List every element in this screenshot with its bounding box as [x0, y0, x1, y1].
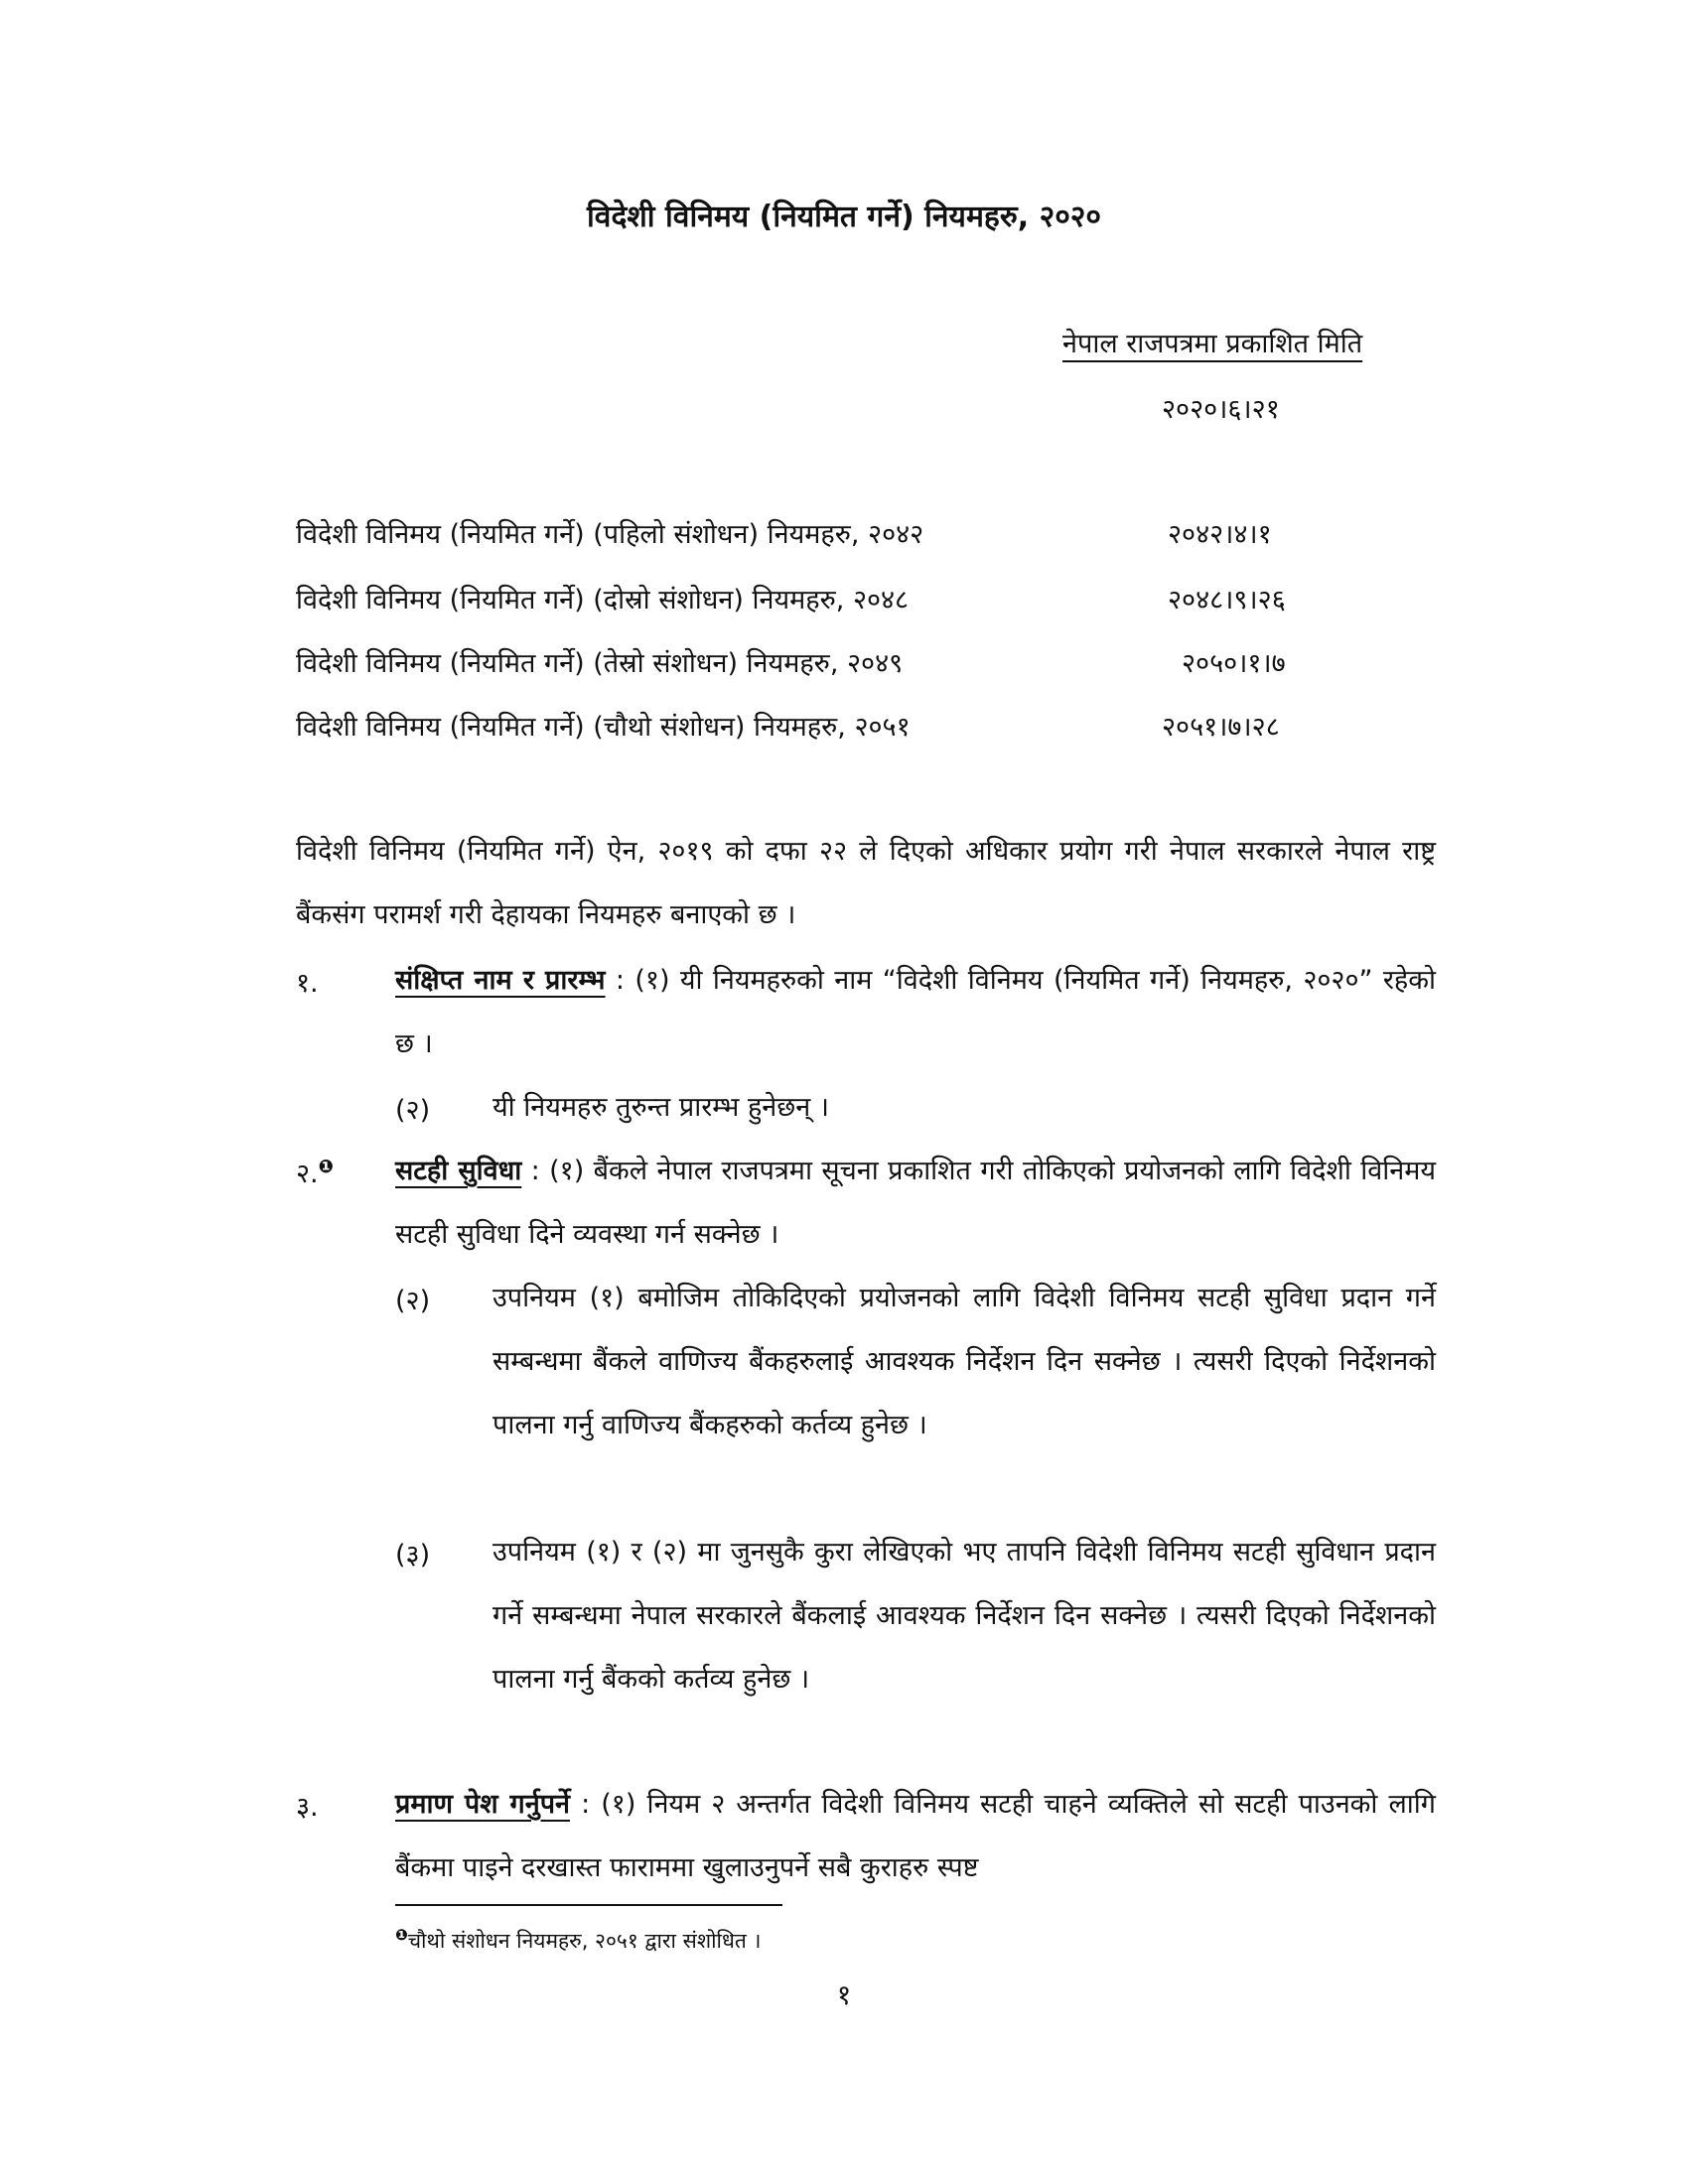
rule-heading: सटही सुविधा: [395, 1156, 522, 1186]
page-number: १: [836, 1979, 852, 2011]
amendment-date: २०५१।७।२८: [1162, 712, 1280, 743]
gazette-label: नेपाल राजपत्रमा प्रकाशित मिति: [1062, 329, 1363, 359]
amendment-name: विदेशी विनिमय (नियमित गर्ने) (पहिलो संशोधन) नियमहरु, २०४२: [296, 519, 924, 550]
amendment-name: विदेशी विनिमय (नियमित गर्ने) (दोस्रो संशोधन) नियमहरु, २०४८: [296, 585, 910, 615]
amendment-date: २०४८।९।२६: [1168, 585, 1286, 615]
subrule-number: (३): [395, 1540, 431, 1570]
footnote: [395, 1926, 762, 1955]
footnote-divider: [395, 1904, 782, 1906]
amendment-name: विदेशी विनिमय (नियमित गर्ने) (तेस्रो संशोधन) नियमहरु, २०४९: [296, 648, 904, 679]
footnote-text: चौथो संशोधन नियमहरु, २०५१ द्वारा संशोधित ।: [407, 1929, 762, 1953]
subrule-text: उपनियम (१) बमोजिम तोकिदिएको प्रयोजनको लागि विदेशी विनिमय सटही सुविधा प्रदान गर्ने सम्बन्धमा बैंकले वाणिज्य बैंकहरुलाई आवश्यक निर्देशन दिन सक्नेछ । त्यसरी दिएको निर्देशनको पालना गर्नु वाणिज्य बैंकहरुको कर्तव्य हुनेछ ।: [492, 1283, 1436, 1440]
rule-3: [395, 1773, 1436, 1900]
rule-number: १.: [296, 968, 319, 999]
footnote-marker-icon: ❶: [318, 1157, 334, 1177]
amendment-date: २०४२।४।१: [1168, 519, 1272, 550]
gazette-date: २०२०।६।२१: [1162, 394, 1280, 425]
rule-heading: प्रमाण पेश गर्नुपर्ने: [395, 1789, 571, 1820]
rule-number: ३.: [296, 1792, 319, 1823]
rule-2: [395, 1140, 1436, 1267]
rule-text: : (१) नियम २ अन्तर्गत विदेशी विनिमय सटही चाहने व्यक्तिले सो सटही पाउनको लागि बैंकमा पाइने दरखास्त फाराममा खुलाउनुपर्ने सबै कुराहरु स्पष्ट: [395, 1789, 1436, 1883]
rule-text: : (१) बैंकले नेपाल राजपत्रमा सूचना प्रकाशित गरी तोकिएको प्रयोजनको लागि विदेशी विनिमय सटही सुविधा दिने व्यवस्था गर्न सक्नेछ ।: [395, 1156, 1437, 1250]
rule-number: २.: [296, 1159, 319, 1189]
subrule-number: (२): [395, 1286, 431, 1316]
document-title: विदेशी विनिमय (नियमित गर्ने) नियमहरु, २०२०: [587, 200, 1101, 234]
preamble: विदेशी विनिमय (नियमित गर्ने) ऐन, २०१९ को दफा २२ ले दिएको अधिकार प्रयोग गरी नेपाल सरकारले नेपाल राष्ट्र बैंकसंग परामर्श गरी देहायका नियमहरु बनाएको छ ।: [296, 836, 1436, 930]
subrule-text: यी नियमहरु तुरुन्त प्रारम्भ हुनेछन् ।: [492, 1092, 830, 1123]
subrule-number: (२): [395, 1095, 431, 1126]
amendment-date: २०५०।१।७: [1182, 648, 1286, 679]
rule-number-2: [296, 1154, 334, 1190]
rule-heading: संक्षिप्त नाम र प्रारम्भ: [395, 965, 606, 996]
amendment-name: विदेशी विनिमय (नियमित गर्ने) (चौथो संशोधन) नियमहरु, २०५१: [296, 712, 911, 743]
rule-1: [395, 949, 1436, 1076]
rule-text: : (१) यी नियमहरुको नाम “विदेशी विनिमय (नियमित गर्ने) नियमहरु, २०२०” रहेको छ ।: [395, 965, 1436, 1059]
subrule-text: उपनियम (१) र (२) मा जुनसुकै कुरा लेखिएको भए तापनि विदेशी विनिमय सटही सुविधान प्रदान गर्ने सम्बन्धमा नेपाल सरकारले बैंकलाई आवश्यक निर्देशन दिन सक्नेछ । त्यसरी दिएको निर्देशनको पालना गर्नु बैंकको कर्तव्य हुनेछ ।: [492, 1537, 1436, 1695]
footnote-marker-icon: ❶: [395, 1926, 408, 1944]
